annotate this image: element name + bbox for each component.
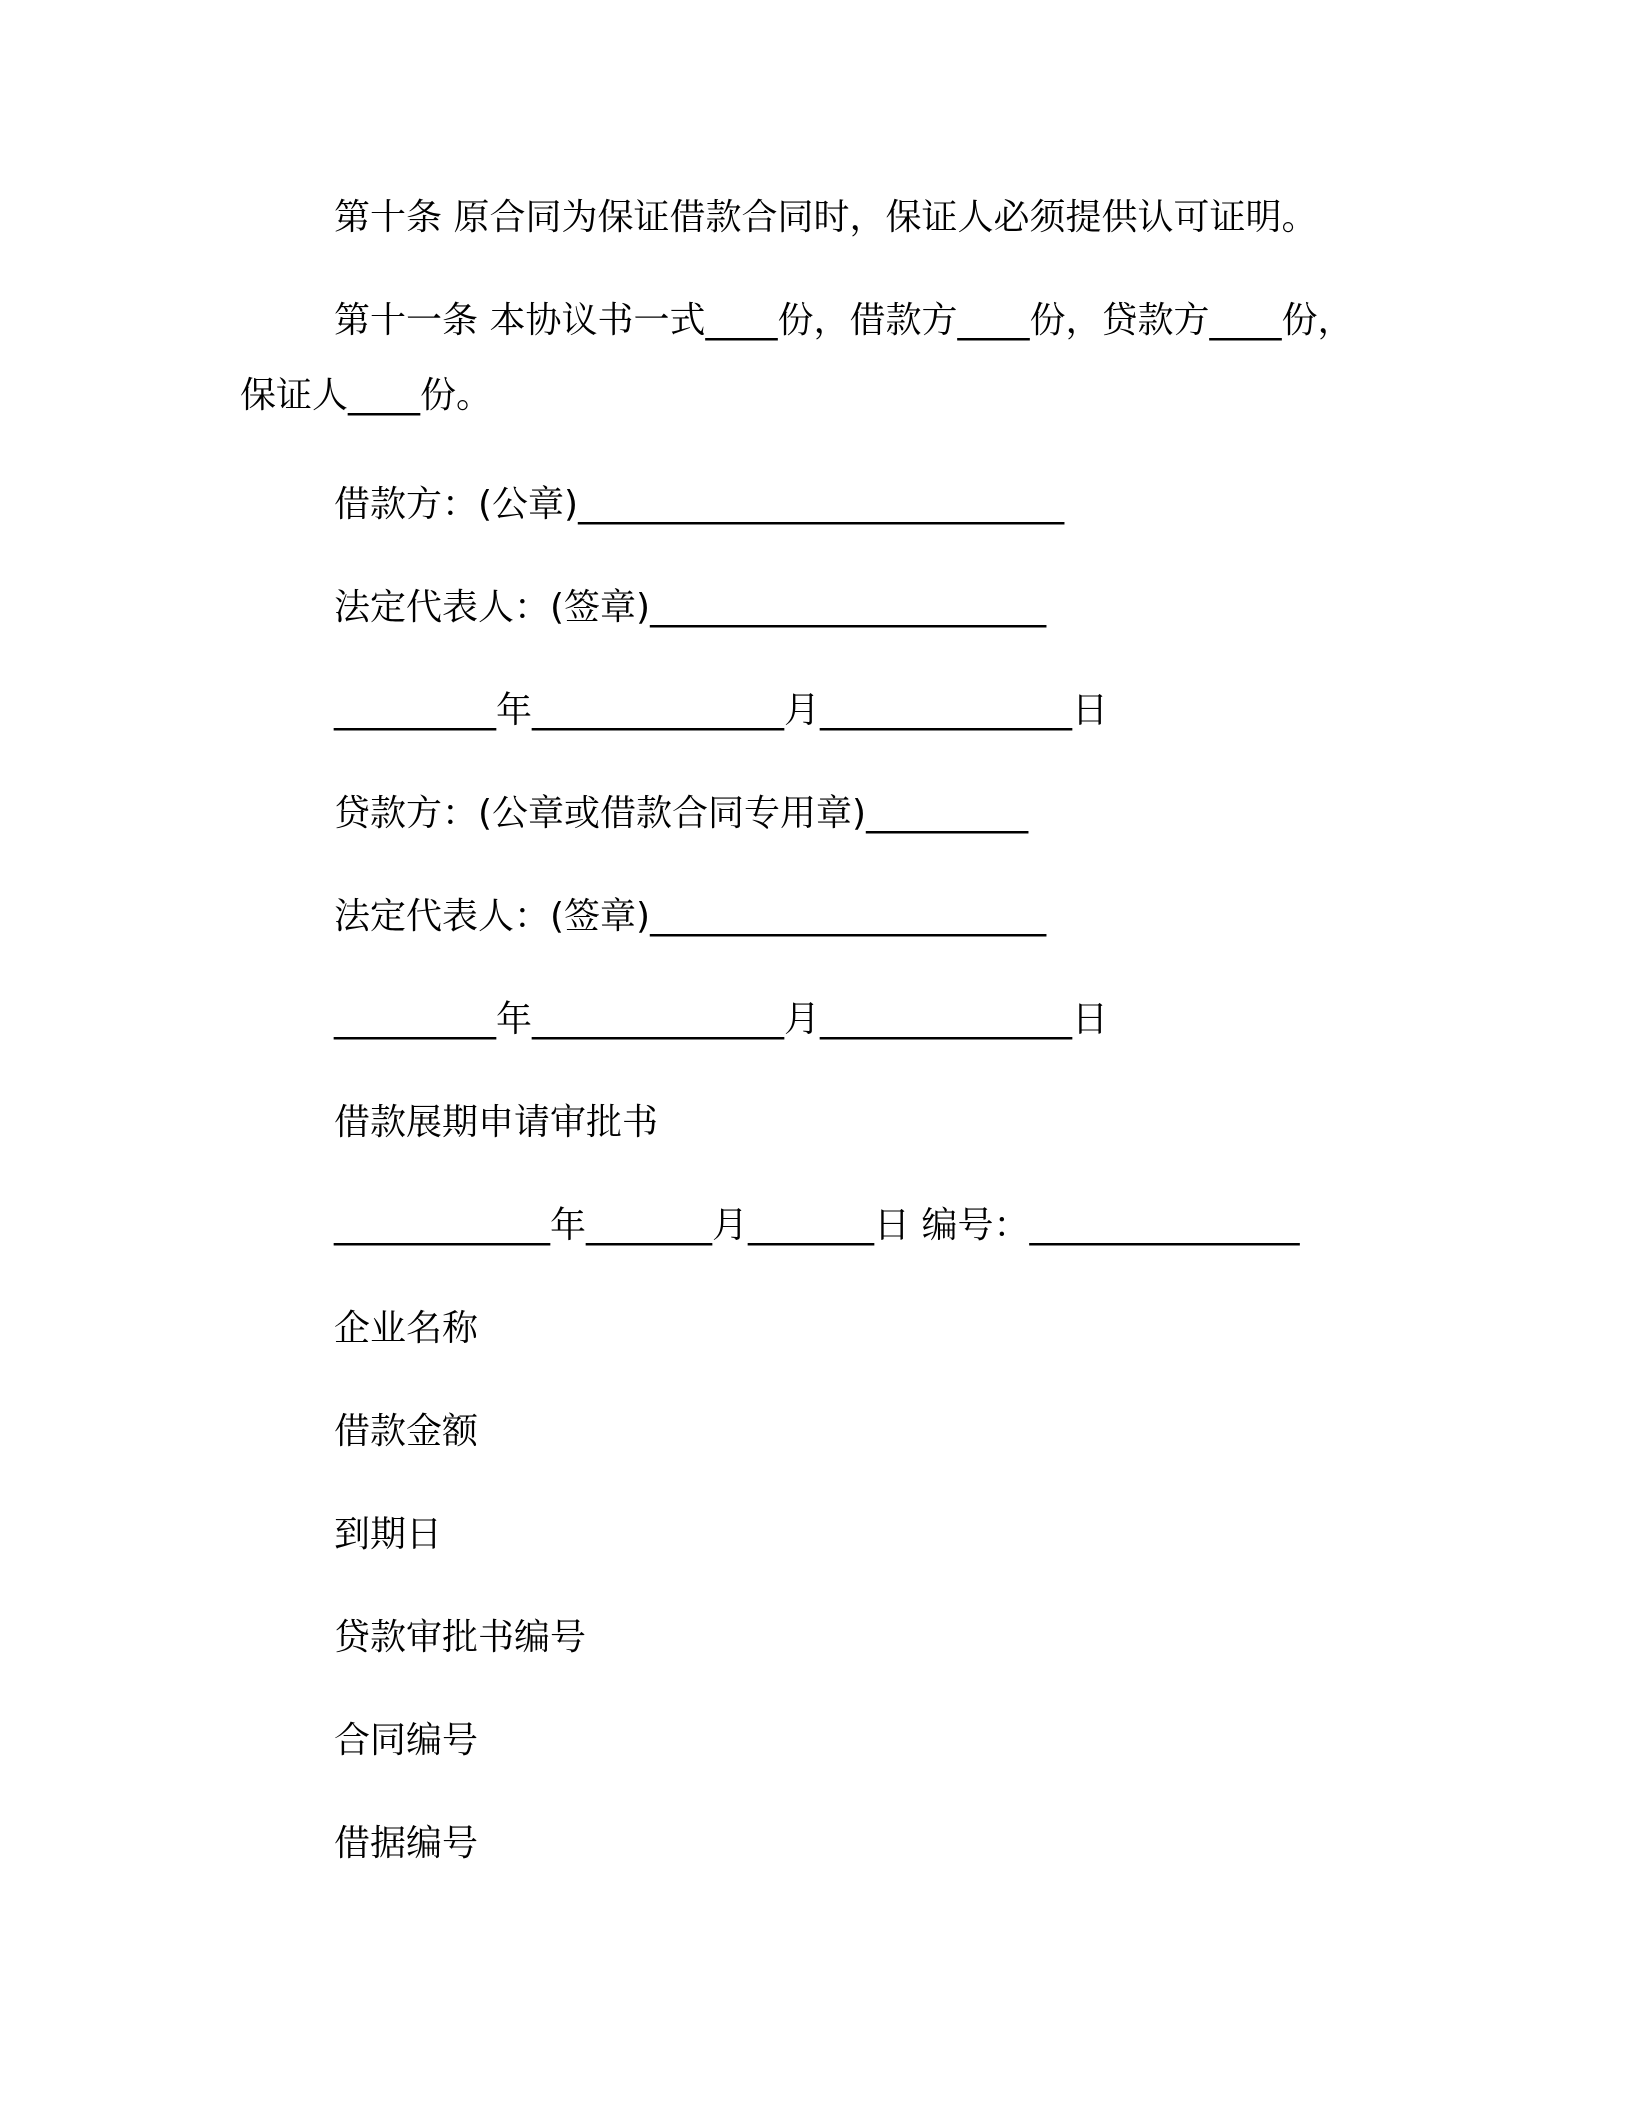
field-contract-number: 合同编号 bbox=[334, 1720, 479, 1761]
lender-date-line: _________年______________月______________日 bbox=[334, 999, 1108, 1040]
form-date-number-line: ____________年_______月_______日 编号：_______________ bbox=[334, 1205, 1300, 1246]
borrower-representative-line: 法定代表人：(签章)______________________ bbox=[334, 587, 1047, 628]
clause-11-line-2: 保证人____份。 bbox=[240, 375, 493, 416]
lender-representative-line: 法定代表人：(签章)______________________ bbox=[334, 896, 1047, 937]
clause-11-line-1: 第十一条 本协议书一式____份，借款方____份，贷款方____份， bbox=[334, 300, 1354, 341]
field-receipt-number: 借据编号 bbox=[334, 1823, 479, 1864]
borrower-seal-line: 借款方：(公章)___________________________ bbox=[334, 484, 1065, 525]
field-company-name: 企业名称 bbox=[334, 1308, 479, 1349]
clause-10: 第十条 原合同为保证借款合同时，保证人必须提供认可证明。 bbox=[334, 197, 1318, 238]
field-loan-amount: 借款金额 bbox=[334, 1411, 479, 1452]
field-approval-number: 贷款审批书编号 bbox=[334, 1617, 587, 1658]
borrower-date-line: _________年______________月______________日 bbox=[334, 690, 1108, 731]
field-due-date: 到期日 bbox=[334, 1514, 443, 1555]
form-title: 借款展期申请审批书 bbox=[334, 1102, 659, 1143]
lender-seal-line: 贷款方：(公章或借款合同专用章)_________ bbox=[334, 793, 1029, 834]
